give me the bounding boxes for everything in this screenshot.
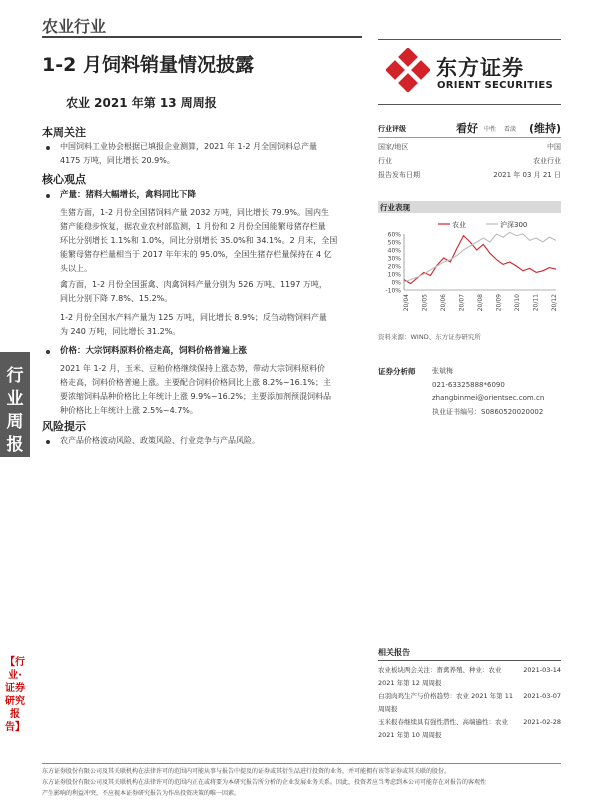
point-3-body <box>60 311 327 339</box>
text-line: 要浓缩饲料品种价格比上年统计上涨 9.9%~16.2%；主要添加剂预混饲料品 <box>60 392 331 401</box>
rating-mid: 中性 <box>484 126 497 133</box>
series-line <box>404 232 556 282</box>
text-line: 为 240 万吨，同比增长 31.2%。 <box>60 327 181 336</box>
related-date: 2021-02-28 <box>523 718 561 726</box>
info-row <box>378 170 561 182</box>
related-heading: 相关报告 <box>378 648 410 657</box>
analyst-name: 张斌梅 <box>432 367 453 375</box>
text-line: 能繁母猪存栏量相当于 2017 年年末的 95.0%，全国生猪存栏量保持在 4 亿 <box>60 250 332 259</box>
risk-text: 农产品价格波动风险、政策风险、行业竞争与产品风险。 <box>60 436 260 445</box>
focus-text-1: 中国饲料工业协会根据已填报企业测算，2021 年 1-2 月全国饲料总产量 <box>60 142 318 151</box>
analyst-label: 证券分析师 <box>378 367 416 376</box>
bullet <box>46 146 50 150</box>
rating-value: 看好 <box>456 122 478 135</box>
text-line: 禽方面，1-2 月份全国蛋禽、肉禽饲料产量分别为 526 万吨、1197 万吨， <box>60 280 327 289</box>
rating-row <box>378 121 561 135</box>
related-item[interactable] <box>378 716 561 742</box>
analyst-cert: 执业证书编号：S0860520020002 <box>432 408 544 416</box>
logo-en-text: ORIENT SECURITIES <box>437 80 554 91</box>
info-value: 中国 <box>547 143 561 151</box>
related-title[interactable]: 玉米报春继续具有强性潜性、高端遍性：农业 2021 年第 10 周周报 <box>378 718 508 739</box>
related-item[interactable] <box>378 690 561 716</box>
text-line: 头以上。 <box>60 264 92 273</box>
x-tick-label: 20/10 <box>514 294 521 312</box>
report-subtitle: 农业 2021 年第 13 周周报 <box>66 96 217 110</box>
y-tick-label: 10% <box>387 271 401 279</box>
bullet <box>46 350 50 354</box>
y-tick-label: 0% <box>391 279 401 287</box>
text-line: 同比分别下降 7.8%、15.2%。 <box>60 294 173 303</box>
rating-status: (维持) <box>528 122 561 135</box>
report-title: 1-2 月饲料销量情况披露 <box>42 54 254 76</box>
text-line: 1-2 月份全国水产料产量为 125 万吨，同比增长 8.9%；反刍动物饲料产量 <box>60 313 327 322</box>
bullet <box>46 440 50 444</box>
text-line: 2021 年 1-2 月，玉米、豆粕价格继续保持上涨态势，带动大宗饲料原料价 <box>60 364 326 373</box>
related-date: 2021-03-07 <box>523 692 561 700</box>
info-label: 报告发布日期 <box>378 171 420 179</box>
orient-logo-icon <box>386 48 430 92</box>
x-tick-label: 20/04 <box>403 294 410 312</box>
point-4-heading: 价格：大宗饲料原料价格走高，饲料价格普遍上涨 <box>60 346 248 356</box>
footer-line-2: 东方证券股份有限公司及其关联机构在法律许可的范围内正在或将要为本研究报告所分析的企业发展业务关系。因此，投资者应当考虑到本公司可能存在对报告的客观性 <box>42 779 487 786</box>
y-tick-label: 20% <box>387 263 401 271</box>
info-row <box>378 156 561 168</box>
focus-heading: 本周关注 <box>42 126 86 139</box>
series-line <box>404 236 556 284</box>
chart-heading-bar <box>378 201 561 213</box>
analyst-phone: 021-63325888*6090 <box>432 381 505 389</box>
x-tick-label: 20/07 <box>458 294 466 312</box>
logo-top-rule <box>378 39 561 40</box>
point-2-body <box>60 278 327 306</box>
y-tick-label: 60% <box>387 231 401 239</box>
sidebar-label: 行业周报 <box>6 366 24 455</box>
legend-label: 沪深300 <box>500 221 528 229</box>
chart-heading: 行业表现 <box>380 203 410 212</box>
footer-rule <box>42 763 561 764</box>
y-tick-label: 40% <box>387 247 401 255</box>
x-tick-label: 20/05 <box>421 294 429 312</box>
header-divider <box>42 36 362 38</box>
related-item[interactable] <box>378 664 561 690</box>
related-date: 2021-03-14 <box>523 666 561 674</box>
chart-source: 资料来源：WIND、东方证券研究所 <box>378 333 481 341</box>
core-heading: 核心观点 <box>42 173 86 186</box>
text-line: 猪产能稳步恢复，据农业农村部监测，1 月份和 2 月份全国能繁母猪存栏量 <box>60 222 326 231</box>
sidebar-vertical-label: 【行业·证券研究报告】 <box>5 657 25 733</box>
info-row <box>378 142 561 154</box>
logo-cn-text: 东方证券 <box>436 56 524 80</box>
x-tick-label: 20/06 <box>440 294 447 312</box>
legend-label: 农业 <box>452 221 466 229</box>
info-label: 行业 <box>378 157 392 165</box>
x-tick-label: 20/11 <box>532 294 540 312</box>
rating-divider <box>378 137 561 138</box>
logo-bottom-rule <box>378 104 561 105</box>
text-line: 格走高，饲料价格普遍上涨。主要配合饲料价格同比上涨 8.2%~16.1%；主 <box>60 378 331 387</box>
point-1-heading: 产量：猪料大幅增长，禽料同比下降 <box>60 190 197 200</box>
bullet <box>46 194 50 198</box>
y-tick-label: 50% <box>387 239 401 247</box>
related-title[interactable]: 白羽肉鸡生产与价格趋势：农业 2021 年第 11 周周报 <box>378 692 514 713</box>
footer-line-1: 东方证券股份有限公司及其关联机构在法律许可的范围内可能从事与报告中提及的证券或其衍生品进行投资的业务，并可能拥有该等证券或其关联的股份。 <box>42 768 451 775</box>
sector-label: 农业行业 <box>42 17 107 36</box>
rating-low: 看淡 <box>504 126 517 133</box>
performance-chart <box>378 216 561 328</box>
x-tick-label: 20/09 <box>495 294 503 312</box>
point-4-body <box>60 362 331 418</box>
analyst-email[interactable]: zhangbinmei@orientsec.com.cn <box>432 394 545 402</box>
info-value: 2021 年 03 月 21 日 <box>493 171 561 179</box>
footer-line-3: 产生影响的利益冲突，不应视本证券研究报告为作出投资决策的唯一因素。 <box>42 790 241 797</box>
x-tick-label: 20/12 <box>551 294 558 312</box>
risk-heading: 风险提示 <box>42 420 86 433</box>
x-tick-label: 20/08 <box>477 294 484 312</box>
text-line: 环比分别增长 1.1%和 1.0%，同比分别增长 35.0%和 34.1%。2 月末，全国 <box>60 236 338 245</box>
y-tick-label: -10% <box>385 287 401 295</box>
related-divider <box>378 660 561 661</box>
focus-text-2: 4175 万吨，同比增长 20.9%。 <box>60 156 175 165</box>
related-title[interactable]: 农业板块两会关注：畜禽养殖、种业：农业 2021 年第 12 周周报 <box>378 666 502 687</box>
rating-label: 行业评级 <box>378 125 406 133</box>
text-line: 生猪方面，1-2 月份全国猪饲料产量 2032 万吨，同比增长 79.9%。国内生 <box>60 208 330 217</box>
text-line: 种价格比上年统计上涨 2.5%~4.7%。 <box>60 406 198 415</box>
info-value: 农业行业 <box>533 157 561 165</box>
y-tick-label: 30% <box>387 255 401 263</box>
info-label: 国家/地区 <box>378 143 409 151</box>
point-1-body <box>60 206 337 276</box>
